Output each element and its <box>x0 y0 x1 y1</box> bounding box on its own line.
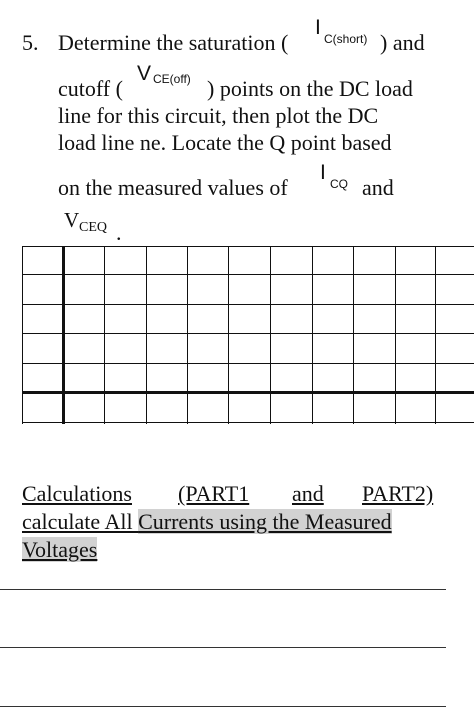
answer-line <box>0 706 446 707</box>
question-line-5b: and <box>362 175 394 200</box>
calc-instruction-line <box>22 508 392 536</box>
question-line-1b: ) and <box>380 30 425 55</box>
question-line-2a: cutoff ( <box>58 76 123 101</box>
grid-line-v <box>22 246 23 424</box>
grid-line-v <box>353 246 354 424</box>
vceq-symbol: V <box>64 208 80 232</box>
icq-symbol: I <box>320 161 326 184</box>
load-line-graph-grid <box>22 246 474 424</box>
calc-heading-word: Calculations <box>22 481 132 506</box>
calc-highlighted-text: Voltages <box>22 537 98 562</box>
calc-plain-text: calculate All <box>22 509 139 534</box>
grid-line-h <box>22 304 474 305</box>
grid-line-v <box>187 246 188 424</box>
grid-line-h <box>22 363 474 364</box>
question-line-4: load line ne. Locate the Q point based <box>58 130 392 155</box>
grid-line-v <box>395 246 396 424</box>
calc-highlighted-text: Currents using the Measured <box>138 509 392 534</box>
icq-subscript: CQ <box>330 177 348 191</box>
calc-heading-word: PART2) <box>362 481 434 506</box>
calc-instruction-line <box>22 536 97 564</box>
answer-line <box>0 589 446 590</box>
vceq-subscript: CEQ <box>79 220 107 235</box>
grid-x-axis <box>22 391 474 394</box>
question-line-2b: ) points on the DC load <box>207 76 413 101</box>
grid-line-h <box>22 422 474 423</box>
vce-off-symbol: V <box>137 62 152 85</box>
question-number: 5. <box>22 30 39 55</box>
vce-off-subscript: CE(off) <box>153 72 191 86</box>
question-line-1a: Determine the saturation ( <box>58 30 289 55</box>
grid-line-v <box>270 246 271 424</box>
grid-line-h <box>22 246 474 247</box>
grid-line-v <box>435 246 436 424</box>
question-line-5a: on the measured values of <box>58 175 288 200</box>
question-line-6-tail: . <box>116 220 122 245</box>
grid-line-v <box>312 246 313 424</box>
grid-line-h <box>22 274 474 275</box>
grid-line-v <box>146 246 147 424</box>
calc-heading-word: and <box>292 481 324 506</box>
grid-y-axis <box>62 246 65 424</box>
answer-line <box>0 647 446 648</box>
grid-line-v <box>104 246 105 424</box>
grid-line-h <box>22 333 474 334</box>
question-line-3: line for this circuit, then plot the DC <box>58 103 379 128</box>
ic-short-symbol: I <box>315 16 321 39</box>
grid-line-v <box>228 246 229 424</box>
ic-short-subscript: C(short) <box>324 32 368 46</box>
calc-heading-word: (PART1 <box>178 481 250 506</box>
